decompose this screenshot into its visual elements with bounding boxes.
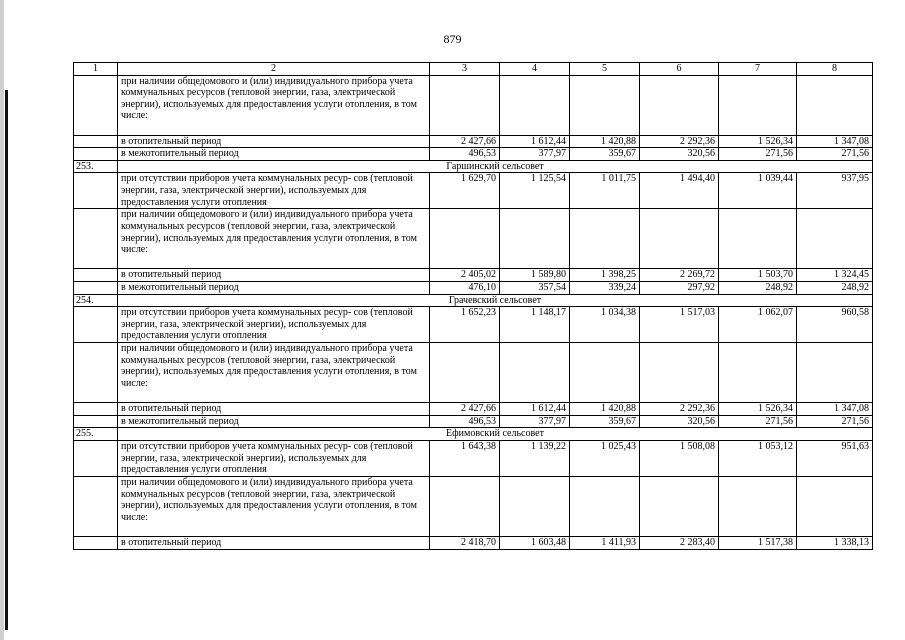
tariff-value-cell — [570, 476, 640, 536]
tariff-value-cell: 359,67 — [570, 415, 640, 428]
tariff-value-cell — [640, 209, 719, 269]
settlement-title: Ефимовский сельсовет — [118, 428, 873, 441]
tariff-value-cell — [430, 476, 500, 536]
table-row — [74, 135, 873, 148]
tariff-value-cell — [430, 343, 500, 403]
tariff-value-cell: 2 283,40 — [640, 536, 719, 549]
table-row — [74, 269, 873, 282]
row-number-cell — [74, 269, 118, 282]
tariff-value-cell — [430, 75, 500, 135]
tariff-value-cell — [500, 343, 570, 403]
tariff-value-cell: 1 148,17 — [500, 307, 570, 343]
tariff-value-cell: 1 643,38 — [430, 440, 500, 476]
row-number-cell — [74, 209, 118, 269]
tariff-value-cell: 2 427,66 — [430, 403, 500, 416]
tariff-value-cell: 271,56 — [719, 415, 797, 428]
tariff-value-cell: 1 411,93 — [570, 536, 640, 549]
header-cell: 8 — [797, 63, 873, 76]
tariff-value-cell: 2 405,02 — [430, 269, 500, 282]
tariff-value-cell — [797, 343, 873, 403]
tariff-value-cell: 1 629,70 — [430, 173, 500, 209]
tariff-value-cell: 359,67 — [570, 148, 640, 161]
settlement-section-row — [74, 428, 873, 441]
tariff-value-cell: 1 347,08 — [797, 403, 873, 416]
row-description: при отсутствии приборов учета коммунальных ресур- сов (тепловой энергии, газа, электрической энергии), используемых для предоставления услуги отопления — [118, 440, 430, 476]
tariff-value-cell — [719, 343, 797, 403]
tariff-value-cell — [640, 476, 719, 536]
tariff-value-cell: 2 418,70 — [430, 536, 500, 549]
tariff-value-cell: 1 139,22 — [500, 440, 570, 476]
table-row — [74, 476, 873, 536]
tariff-value-cell — [719, 75, 797, 135]
row-description: в отопительный период — [118, 536, 430, 549]
table-body — [74, 63, 873, 550]
tariff-value-cell: 496,53 — [430, 415, 500, 428]
row-number-cell — [74, 75, 118, 135]
page-number: 879 — [443, 32, 462, 46]
tariff-value-cell: 2 427,66 — [430, 135, 500, 148]
tariff-value-cell: 1 324,45 — [797, 269, 873, 282]
tariff-value-cell: 1 062,07 — [719, 307, 797, 343]
row-description: при наличии общедомового и (или) индивидуального прибора учета коммунальных ресурсов (тепловой энергии, газа, электрической энергии), используемых для предоставления услуги отопления, в том числе: — [118, 209, 430, 269]
row-number-cell — [74, 440, 118, 476]
tariff-value-cell: 1 526,34 — [719, 403, 797, 416]
tariff-value-cell: 1 398,25 — [570, 269, 640, 282]
section-number: 253. — [74, 160, 118, 173]
tariff-value-cell: 271,56 — [797, 148, 873, 161]
row-number-cell — [74, 148, 118, 161]
tariff-value-cell: 1 347,08 — [797, 135, 873, 148]
table-row — [74, 343, 873, 403]
header-cell: 1 — [74, 63, 118, 76]
tariff-value-cell: 1 517,03 — [640, 307, 719, 343]
header-cell: 2 — [118, 63, 430, 76]
header-cell: 5 — [570, 63, 640, 76]
tariff-value-cell: 951,63 — [797, 440, 873, 476]
row-description: в межотопительный период — [118, 281, 430, 294]
section-number: 254. — [74, 294, 118, 307]
tariff-value-cell: 1 612,44 — [500, 135, 570, 148]
row-description: при наличии общедомового и (или) индивидуального прибора учета коммунальных ресурсов (тепловой энергии, газа, электрической энергии), используемых для предоставления услуги отопления, в том числе: — [118, 476, 430, 536]
tariff-value-cell: 248,92 — [719, 281, 797, 294]
tariff-value-cell: 271,56 — [719, 148, 797, 161]
row-description: при отсутствии приборов учета коммунальных ресур- сов (тепловой энергии, газа, электрической энергии), используемых для предоставления услуги отопления — [118, 173, 430, 209]
tariff-value-cell — [500, 75, 570, 135]
tariff-value-cell: 1 011,75 — [570, 173, 640, 209]
row-description: при наличии общедомового и (или) индивидуального прибора учета коммунальных ресурсов (тепловой энергии, газа, электрической энергии), используемых для предоставления услуги отопления, в том числе: — [118, 75, 430, 135]
row-description: при наличии общедомового и (или) индивидуального прибора учета коммунальных ресурсов (тепловой энергии, газа, электрической энергии), используемых для предоставления услуги отопления, в том числе: — [118, 343, 430, 403]
tariff-value-cell: 1 053,12 — [719, 440, 797, 476]
row-number-cell — [74, 415, 118, 428]
tariff-value-cell: 377,97 — [500, 148, 570, 161]
tariff-value-cell: 377,97 — [500, 415, 570, 428]
table-row — [74, 307, 873, 343]
row-description: в отопительный период — [118, 135, 430, 148]
tariff-value-cell: 1 612,44 — [500, 403, 570, 416]
tariff-value-cell — [797, 209, 873, 269]
tariff-value-cell: 937,95 — [797, 173, 873, 209]
tariff-value-cell: 1 589,80 — [500, 269, 570, 282]
row-description: при отсутствии приборов учета коммунальных ресур- сов (тепловой энергии, газа, электрической энергии), используемых для предоставления услуги отопления — [118, 307, 430, 343]
tariff-value-cell — [797, 75, 873, 135]
table-row — [74, 209, 873, 269]
tariff-value-cell: 1 025,43 — [570, 440, 640, 476]
tariff-value-cell — [500, 209, 570, 269]
row-description: в отопительный период — [118, 403, 430, 416]
header-cell: 6 — [640, 63, 719, 76]
table-row — [74, 536, 873, 549]
tariff-value-cell: 1 039,44 — [719, 173, 797, 209]
tariff-value-cell — [640, 343, 719, 403]
tariff-value-cell: 1 420,88 — [570, 403, 640, 416]
table-row — [74, 148, 873, 161]
table-row — [74, 281, 873, 294]
scan-binding-bar — [5, 90, 8, 630]
tariff-value-cell — [570, 209, 640, 269]
tariff-value-cell: 1 508,08 — [640, 440, 719, 476]
table-row — [74, 173, 873, 209]
tariff-value-cell: 960,58 — [797, 307, 873, 343]
tariff-value-cell: 1 034,38 — [570, 307, 640, 343]
row-number-cell — [74, 135, 118, 148]
tariff-value-cell — [640, 75, 719, 135]
tariff-value-cell: 248,92 — [797, 281, 873, 294]
tariff-value-cell: 357,54 — [500, 281, 570, 294]
tariff-value-cell: 1 526,34 — [719, 135, 797, 148]
tariff-table — [73, 62, 873, 550]
table-row — [74, 75, 873, 135]
tariff-value-cell: 2 269,72 — [640, 269, 719, 282]
tariff-value-cell: 1 338,13 — [797, 536, 873, 549]
tariff-value-cell: 339,24 — [570, 281, 640, 294]
settlement-section-row — [74, 160, 873, 173]
table-row — [74, 440, 873, 476]
tariff-value-cell: 1 494,40 — [640, 173, 719, 209]
tariff-value-cell: 297,92 — [640, 281, 719, 294]
table-row — [74, 403, 873, 416]
table-row — [74, 415, 873, 428]
tariff-value-cell — [797, 476, 873, 536]
tariff-value-cell: 2 292,36 — [640, 135, 719, 148]
tariff-value-cell: 2 292,36 — [640, 403, 719, 416]
row-description: в отопительный период — [118, 269, 430, 282]
section-number: 255. — [74, 428, 118, 441]
settlement-title: Гаршинский сельсовет — [118, 160, 873, 173]
row-number-cell — [74, 173, 118, 209]
tariff-value-cell: 271,56 — [797, 415, 873, 428]
tariff-value-cell: 1 503,70 — [719, 269, 797, 282]
tariff-value-cell — [570, 343, 640, 403]
tariff-value-cell — [570, 75, 640, 135]
tariff-value-cell: 1 652,23 — [430, 307, 500, 343]
tariff-value-cell — [500, 476, 570, 536]
row-number-cell — [74, 476, 118, 536]
column-number-header-row — [74, 63, 873, 76]
tariff-value-cell: 320,56 — [640, 148, 719, 161]
settlement-title: Грачевский сельсовет — [118, 294, 873, 307]
tariff-value-cell: 476,10 — [430, 281, 500, 294]
row-number-cell — [74, 536, 118, 549]
row-number-cell — [74, 281, 118, 294]
tariff-value-cell: 320,56 — [640, 415, 719, 428]
tariff-value-cell: 1 603,48 — [500, 536, 570, 549]
row-description: в межотопительный период — [118, 415, 430, 428]
header-cell: 7 — [719, 63, 797, 76]
header-cell: 3 — [430, 63, 500, 76]
tariff-value-cell — [719, 209, 797, 269]
tariff-value-cell: 1 125,54 — [500, 173, 570, 209]
settlement-section-row — [74, 294, 873, 307]
header-cell: 4 — [500, 63, 570, 76]
row-description: в межотопительный период — [118, 148, 430, 161]
row-number-cell — [74, 403, 118, 416]
tariff-value-cell: 496,53 — [430, 148, 500, 161]
tariff-value-cell — [430, 209, 500, 269]
tariff-value-cell — [719, 476, 797, 536]
tariff-value-cell: 1 420,88 — [570, 135, 640, 148]
tariff-value-cell: 1 517,38 — [719, 536, 797, 549]
row-number-cell — [74, 307, 118, 343]
scan-edge-shadow — [0, 0, 4, 640]
row-number-cell — [74, 343, 118, 403]
